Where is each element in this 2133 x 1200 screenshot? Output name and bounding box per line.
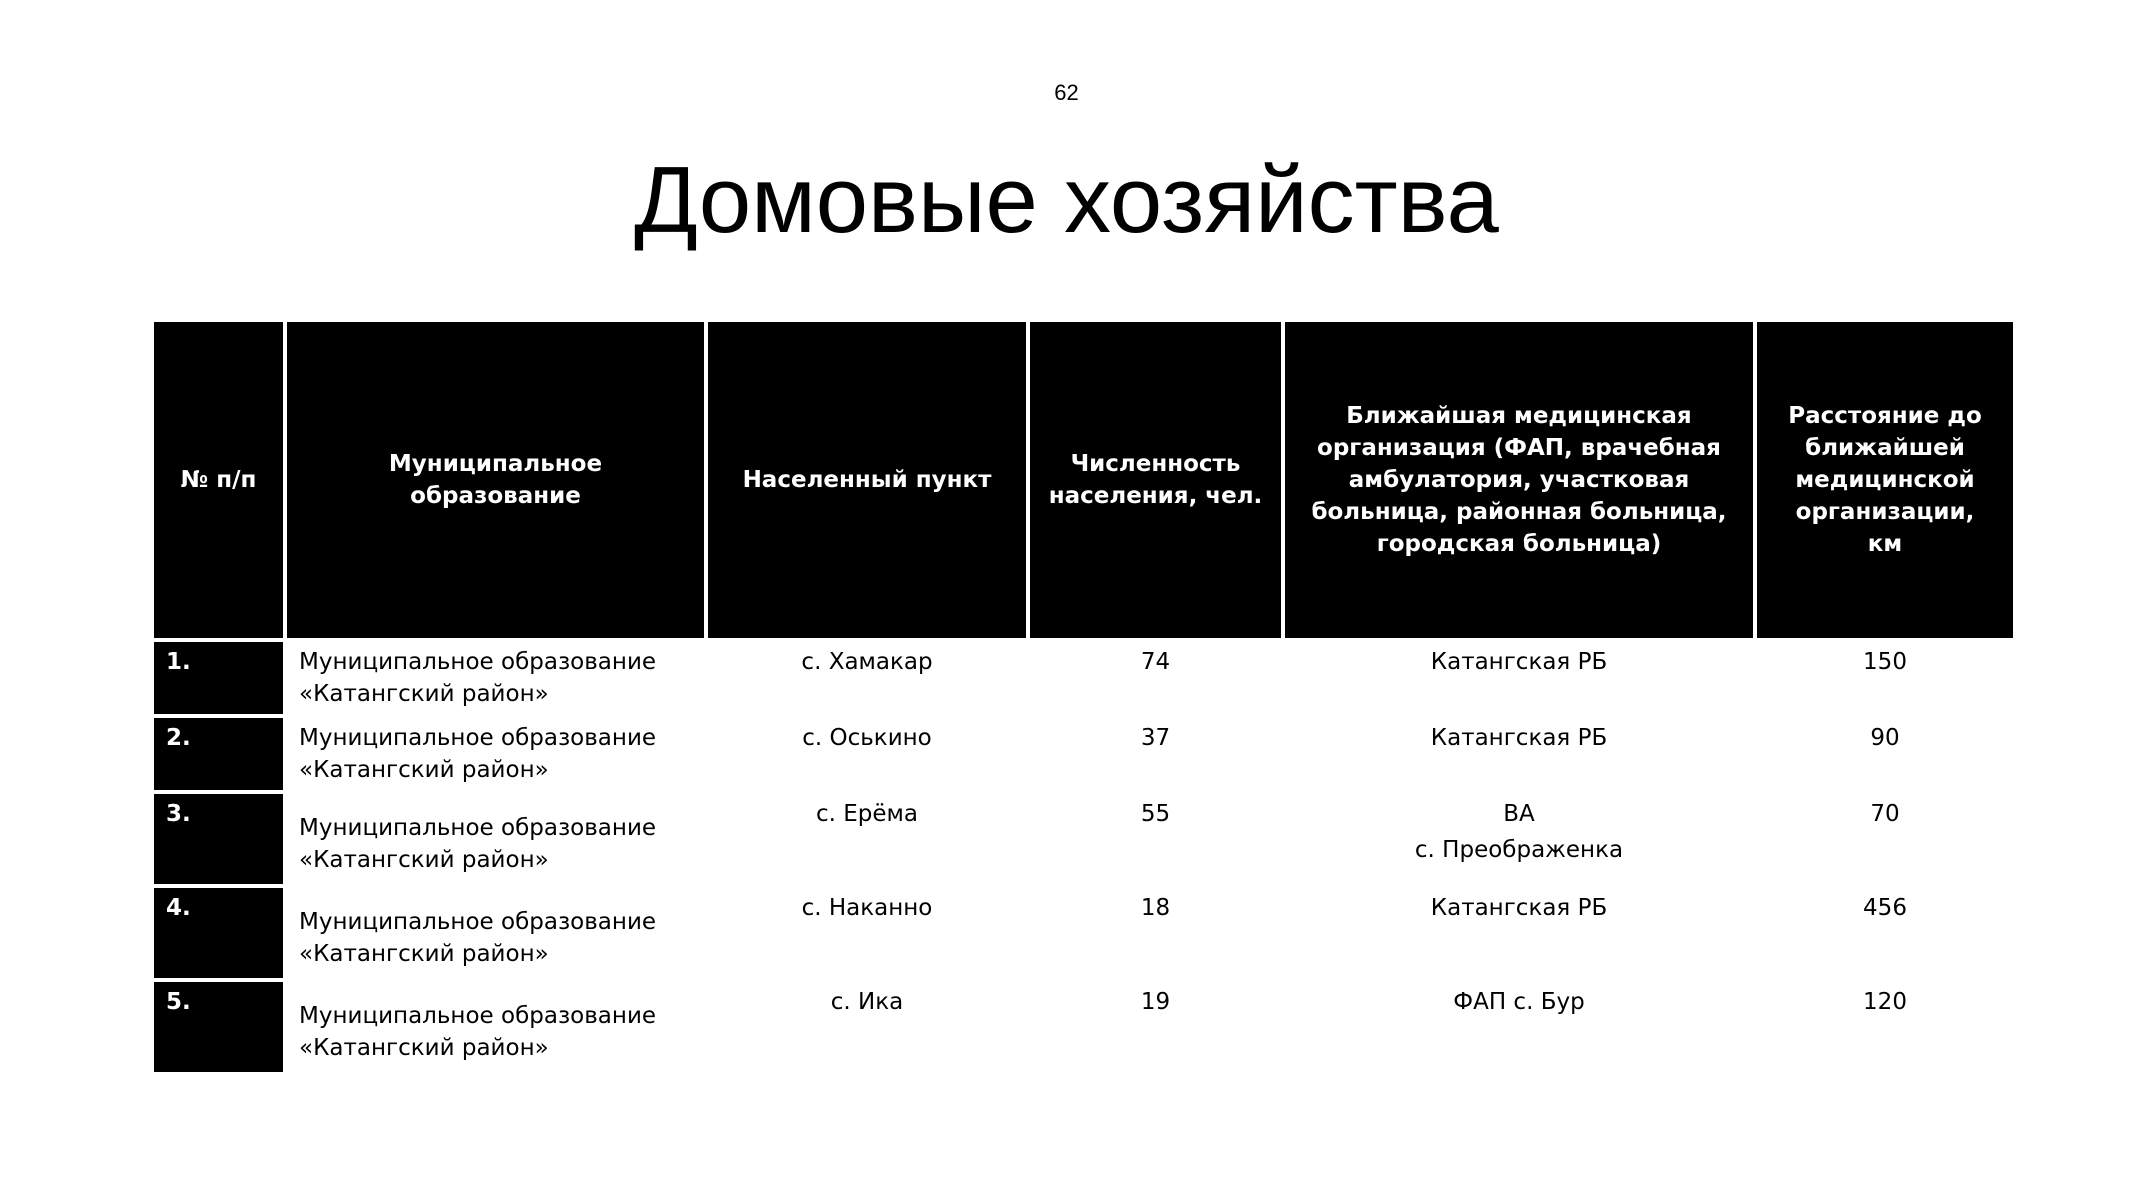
municipality-line1: Муниципальное образование (299, 815, 657, 841)
municipality-cell (287, 794, 704, 884)
population-cell: 19 (1140, 989, 1171, 1015)
population-cell: 74 (1140, 649, 1171, 675)
municipality-line1: Муниципальное образование (299, 909, 657, 935)
table-row (154, 718, 2013, 790)
municipality-line2: «Катангский район» (299, 941, 549, 967)
settlement-cell: с. Ерёма (816, 801, 918, 827)
table-row (154, 982, 2013, 1072)
row-number: 4. (154, 888, 283, 978)
medical-org-cell: Катангская РБ (1430, 649, 1608, 675)
medical-org-line2: с. Преображенка (1414, 837, 1624, 863)
settlement-cell: с. Наканно (801, 895, 933, 921)
medical-org-line1: ВА (1503, 801, 1535, 827)
table-row (154, 794, 2013, 884)
header-municipality: Муниципальное образование (287, 322, 704, 638)
distance-cell: 70 (1870, 801, 1900, 827)
distance-cell: 456 (1863, 895, 1907, 921)
settlement-cell: с. Ика (830, 989, 904, 1015)
page-title: Домовые хозяйства (634, 147, 1499, 252)
municipality-cell (287, 642, 704, 714)
row-number: 3. (154, 794, 283, 884)
header-distance: Расстояние до ближайшей медицинской организации, км (1757, 322, 2013, 638)
header-settlement: Населенный пункт (708, 322, 1026, 638)
medical-org-cell: ФАП с. Бур (1453, 989, 1585, 1015)
medical-org-cell: Катангская РБ (1430, 895, 1608, 921)
municipality-line1: Муниципальное образование (299, 725, 657, 751)
row-number: 5. (154, 982, 283, 1072)
settlement-cell: с. Хамакар (801, 649, 933, 675)
municipality-line2: «Катангский район» (299, 1035, 549, 1061)
municipality-cell (287, 718, 704, 790)
header-medical-org: Ближайшая медицинская организация (ФАП, врачебная амбулатория, участковая больница, районная больница, городская больница) (1285, 322, 1753, 638)
distance-cell: 150 (1863, 649, 1907, 675)
distance-cell: 90 (1870, 725, 1900, 751)
municipality-line1: Муниципальное образование (299, 649, 657, 675)
population-cell: 37 (1140, 725, 1171, 751)
medical-org-cell: Катангская РБ (1430, 725, 1608, 751)
distance-cell: 120 (1863, 989, 1907, 1015)
population-cell: 18 (1140, 895, 1171, 921)
municipality-cell (287, 888, 704, 978)
municipality-line1: Муниципальное образование (299, 1003, 657, 1029)
medical-org-cell (1285, 794, 1753, 884)
row-number: 1. (154, 642, 283, 714)
data-table (150, 318, 2017, 1076)
municipality-line2: «Катангский район» (299, 847, 549, 873)
header-number: № п/п (154, 322, 283, 638)
row-number: 2. (154, 718, 283, 790)
page-number: 62 (1054, 80, 1079, 105)
table-header-row (154, 322, 2013, 638)
municipality-line2: «Катангский район» (299, 681, 549, 707)
table-row (154, 642, 2013, 714)
municipality-cell (287, 982, 704, 1072)
header-population: Численность населения, чел. (1030, 322, 1281, 638)
settlement-cell: с. Оськино (802, 725, 932, 751)
municipality-line2: «Катангский район» (299, 757, 549, 783)
population-cell: 55 (1140, 801, 1171, 827)
table-row (154, 888, 2013, 978)
